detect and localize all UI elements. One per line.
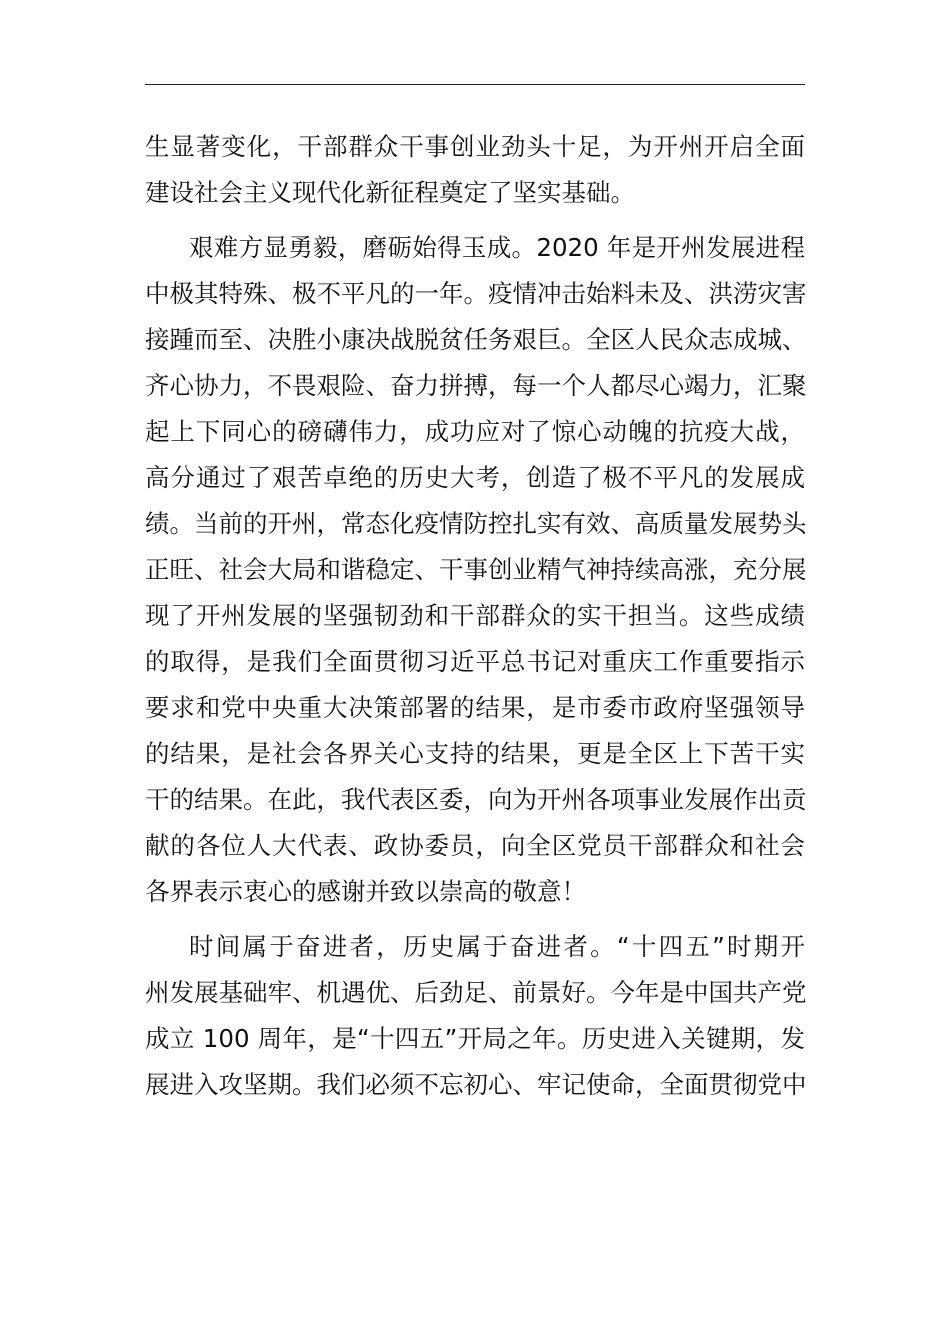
- text-line: 时间属于奋进者，历史属于奋进者。“十四五”时期开: [189, 932, 805, 961]
- text-line: 要求和党中央重大决策部署的结果，是市委市政府坚强领导: [145, 693, 805, 722]
- text-line: 州发展基础牢、机遇优、后劲足、前景好。今年是中国共产党: [145, 978, 807, 1007]
- text-line: 高分通过了艰苦卓绝的历史大考，创造了极不平凡的发展成: [145, 463, 805, 492]
- text-line: 绩。当前的开州，常态化疫情防控扎实有效、高质量发展势头: [145, 509, 807, 538]
- text-line: 的结果，是社会各界关心支持的结果，更是全区上下苦干实: [145, 739, 805, 768]
- header-rule: [145, 84, 805, 85]
- text-line: 正旺、社会大局和谐稳定、干事创业精气神持续高涨，充分展: [145, 555, 807, 584]
- paragraph-3: [145, 924, 805, 1108]
- text-line: 起上下同心的磅礴伟力，成功应对了惊心动魄的抗疫大战，: [145, 417, 805, 446]
- text-line: 艰难方显勇毅，磨砺始得玉成。2020 年是开州发展进程: [189, 233, 805, 262]
- text-line: 建设社会主义现代化新征程奠定了坚实基础。: [145, 178, 635, 207]
- text-line: 中极其特殊、极不平凡的一年。疫情冲击始料未及、洪涝灾害: [145, 279, 807, 308]
- text-line: 各界表示衷心的感谢并致以崇高的敬意！: [145, 877, 586, 906]
- text-line: 接踵而至、决胜小康决战脱贫任务艰巨。全区人民众志成城、: [145, 325, 807, 354]
- text-line: 展进入攻坚期。我们必须不忘初心、牢记使命，全面贯彻党中: [145, 1070, 807, 1099]
- text-line: 献的各位人大代表、政协委员，向全区党员干部群众和社会: [145, 831, 805, 860]
- text-line: 齐心协力，不畏艰险、奋力拼搏，每一个人都尽心竭力，汇聚: [145, 371, 807, 400]
- paragraph-2: [145, 225, 805, 915]
- text-line: 生显著变化，干部群众干事创业劲头十足，为开州开启全面: [145, 132, 805, 161]
- text-line: 干的结果。在此，我代表区委，向为开州各项事业发展作出贡: [145, 785, 807, 814]
- text-line: 现了开州发展的坚强韧劲和干部群众的实干担当。这些成绩: [145, 601, 805, 630]
- document-body: [145, 124, 805, 1108]
- paragraph-1: [145, 124, 805, 216]
- text-line: 成立 100 周年，是“十四五”开局之年。历史进入关键期，发: [145, 1024, 805, 1053]
- text-line: 的取得，是我们全面贯彻习近平总书记对重庆工作重要指示: [145, 647, 805, 676]
